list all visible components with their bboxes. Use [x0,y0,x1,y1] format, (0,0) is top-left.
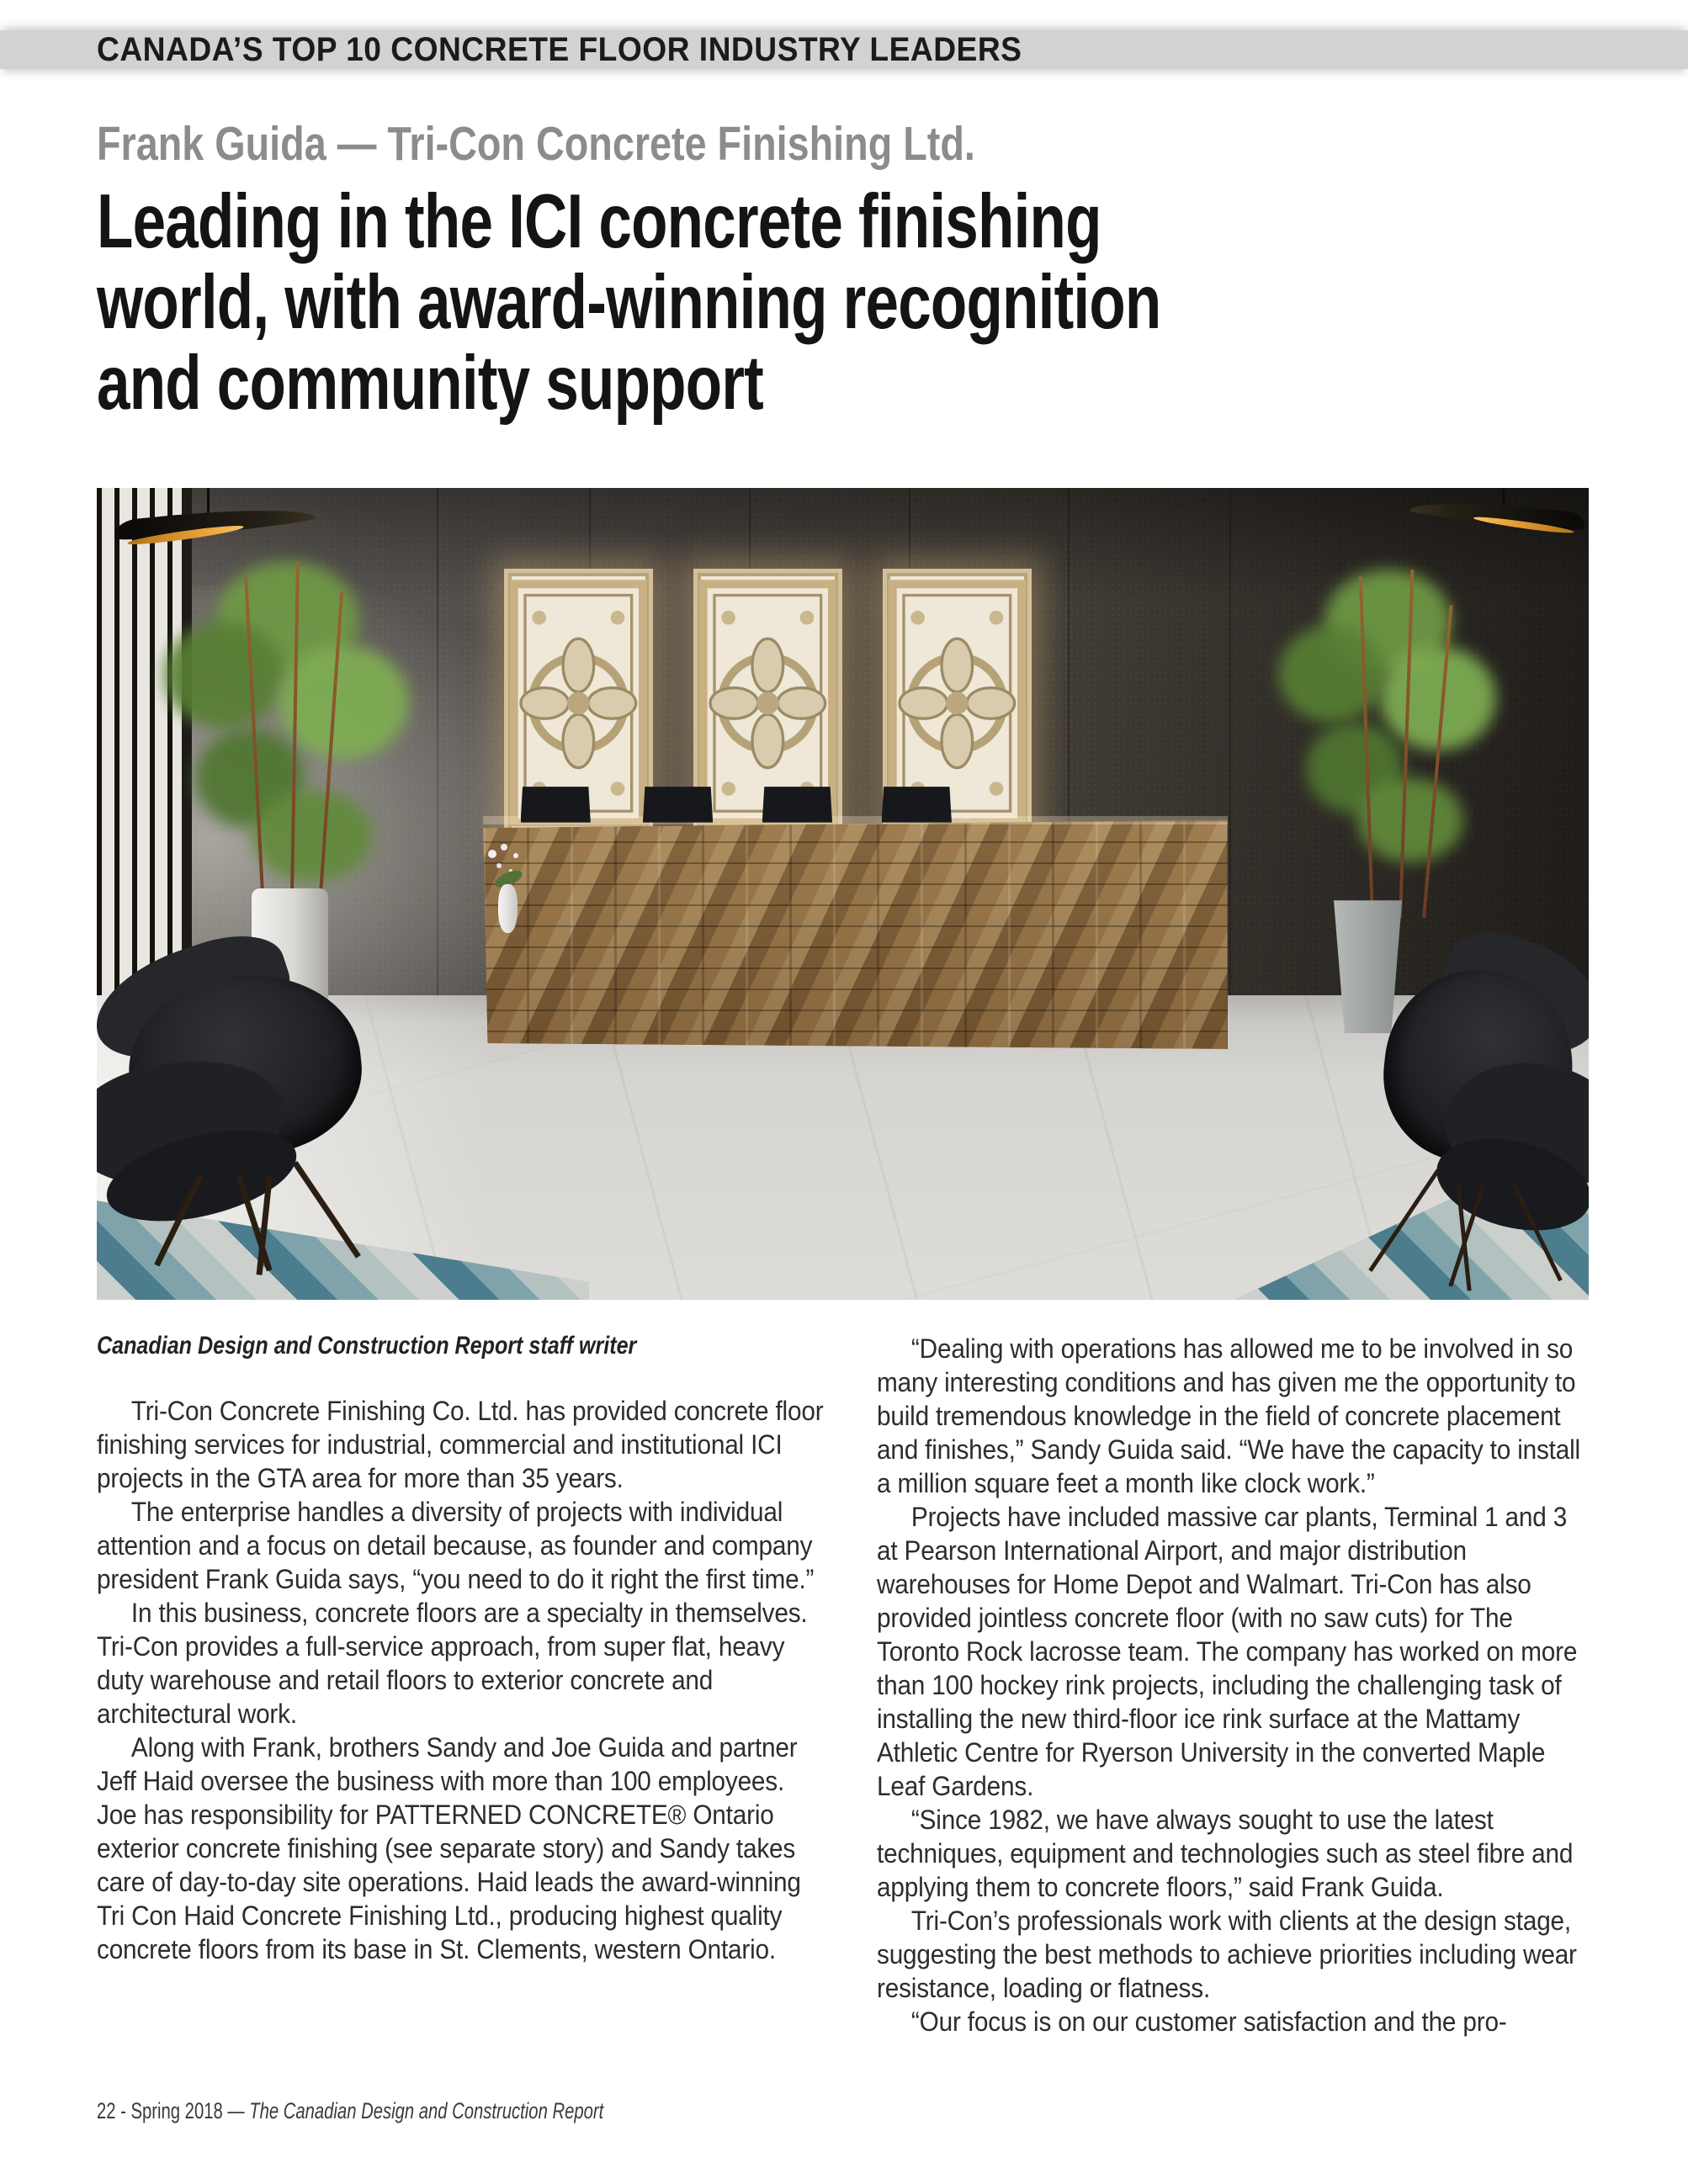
paragraph: Along with Frank, brothers Sandy and Joe Guida and partner Jeff Haid oversee the business with more than 100 employees. Joe has responsibility for PATTERNED CONCRETE® Ontario exterior concrete finishing (see separate story) and Sandy takes care of day-to-day site operations. Haid leads the award-winning Tri Con Haid Concrete Finishing Ltd., producing highest quality concrete floors from its base in St. Clements, western Ontario. [97,1732,801,1964]
desk-monitor [762,787,832,822]
orchid-flowers [488,850,496,858]
headline-line-3: and community support [97,341,764,426]
headline-line-2: world, with award-winning recognition [97,260,1161,345]
footer-page-info: 22 - Spring 2018 — [97,2098,250,2123]
article-kicker-row [97,116,1168,172]
paragraph: Tri-Con Concrete Finishing Co. Ltd. has provided concrete floor finishing services for industrial, commercial and institutional ICI projects in the GTA area for more than 35 years. [97,1396,824,1493]
lobby-photo [97,488,1589,1300]
section-header-bar [0,30,1688,69]
article-headline [97,179,1461,426]
paragraph: “Since 1982, we have always sought to use the latest techniques, equipment and technologies such as steel fibre and applying them to concrete floors,” said Frank Guida. [877,1805,1574,1902]
paragraph: Projects have included massive car plants, Terminal 1 and 3 at Pearson International Airport, and major distribution warehouses for Home Depot and Walmart. Tri-Con has also provided jointless concrete floor (with no saw cuts) for The Toronto Rock lacrosse team. The company has worked on more than 100 hockey rink projects, including the challenging task of installing the new third-floor ice rink surface at the Mattamy Athletic Centre for Ryerson University in the converted Maple Leaf Gardens. [877,1502,1578,1801]
byline: Canadian Design and Construction Report staff writer [97,1332,637,1360]
page-footer [97,2098,772,2124]
desk-monitor [643,787,713,822]
lounge-chair-left [97,942,392,1275]
article-kicker: Frank Guida — Tri-Con Concrete Finishing Ltd. [97,117,975,171]
reception-desk-top [483,816,1228,824]
paragraph: In this business, concrete floors are a specialty in themselves. Tri-Con provides a full-service approach, from super flat, heavy duty warehouse and retail floors to exterior concrete and architectural work. [97,1598,808,1729]
paragraph: Tri-Con’s professionals work with clients at the design stage, suggesting the best methods to achieve priorities including wear resistance, loading or flatness. [877,1906,1577,2003]
article-column-right [877,1332,1592,2038]
desk-monitor [882,787,952,822]
pendant-lamp-right [1409,488,1585,553]
headline-line-1: Leading in the ICI concrete finishing [97,179,1101,264]
desk-monitor [521,787,591,822]
reception-desk [483,820,1228,1049]
byline-row [97,1332,831,1360]
pendant-lamp-left [114,493,316,566]
bamboo-plant-right [1278,570,1510,919]
bamboo-plant-left [164,561,425,943]
wall-panel-seam [1229,488,1231,999]
paragraph: The enterprise handles a diversity of projects with individual attention and a focus on detail because, as founder and company president Frank Guida says, “you need to do it right the first time.” [97,1497,815,1594]
paragraph: “Our focus is on our customer satisfaction and the pro- [910,2006,1507,2037]
lounge-chair-right [1359,935,1589,1292]
orchid-vase [498,884,518,933]
footer-publication: The Canadian Design and Construction Report [249,2098,604,2123]
paragraph: “Dealing with operations has allowed me to be involved in so many interesting conditions and has given me the opportunity to build tremendous knowledge in the field of concrete placement and finishes,” Sandy Guida said. “We have the capacity to install a million square feet a month like clock work.” [877,1333,1580,1498]
article-column-left [97,1332,831,1966]
section-title: CANADA’S TOP 10 CONCRETE FLOOR INDUSTRY LEADERS [97,30,1022,68]
